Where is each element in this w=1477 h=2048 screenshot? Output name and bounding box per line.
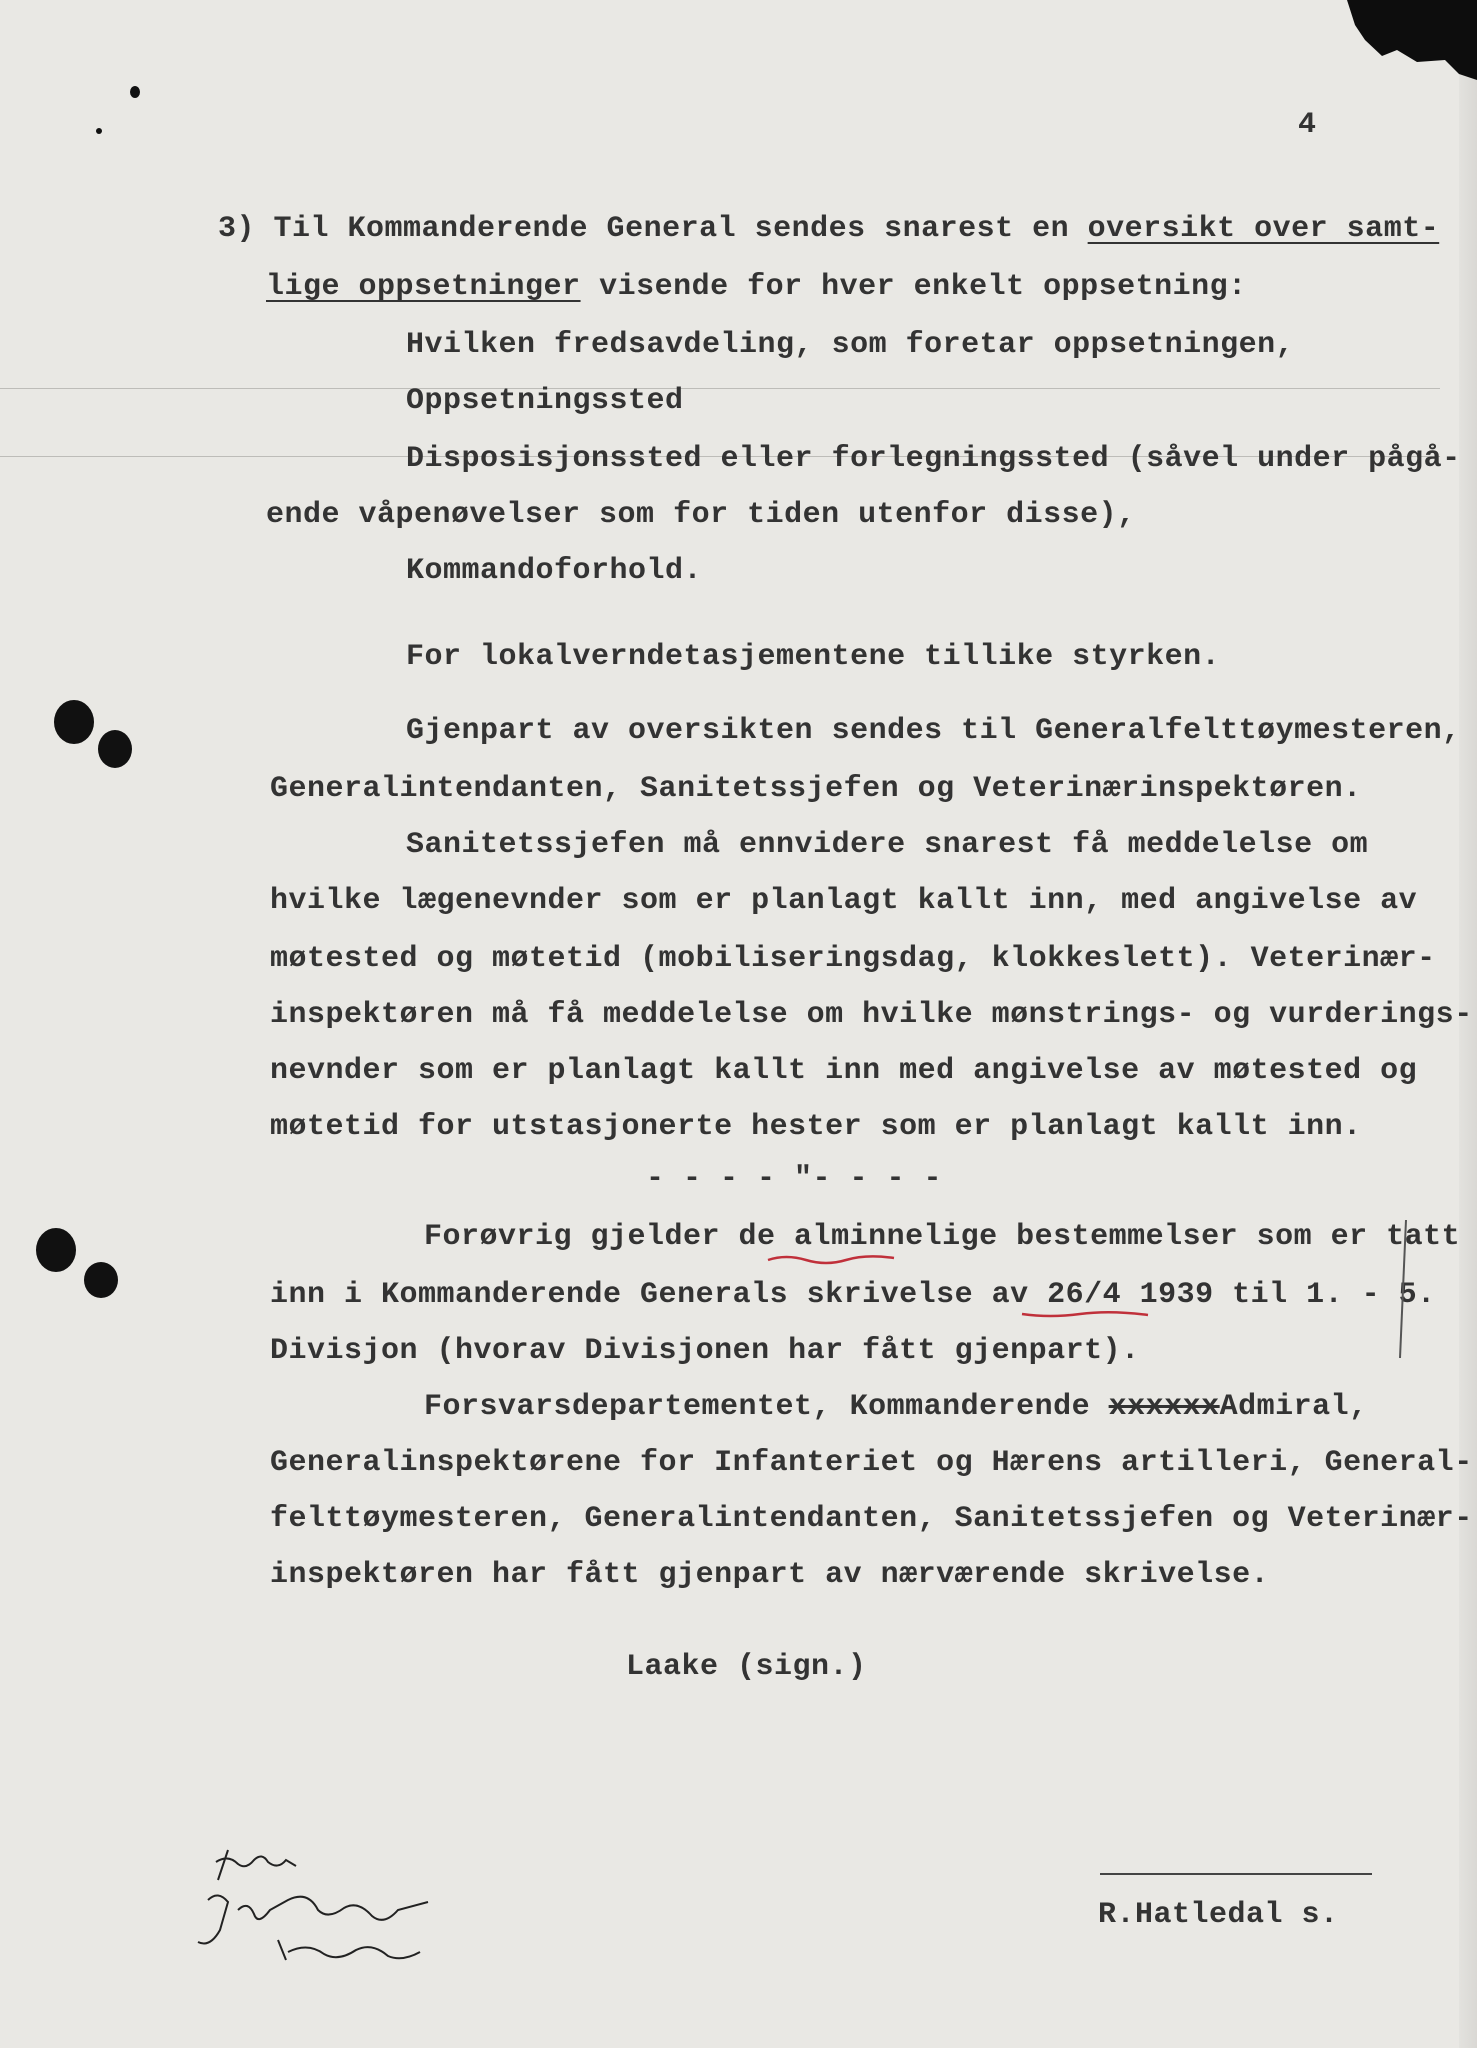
text-line [266,270,1247,304]
text-line: felttøymesteren, Generalintendanten, Sanitetssjefen og Veterinær- [270,1502,1473,1536]
punch-hole [130,86,140,98]
punch-hole [36,1228,76,1272]
underlined-text: lige oppsetninger [266,270,581,304]
text-line: hvilke lægenevnder som er planlagt kallt inn, med angivelse av [270,884,1418,918]
text-line: Forøvrig gjelder de alminnelige bestemmelser som er tatt [424,1220,1461,1254]
text-line: Kommandoforhold. [406,554,703,588]
text-line: ende våpenøvelser som for tiden utenfor disse), [266,498,1136,532]
text-line: møtetid for utstasjonerte hester som er planlagt kallt inn. [270,1110,1362,1144]
signature-name: R.Hatledal s. [1098,1898,1339,1932]
signature-rule [1100,1873,1372,1875]
text-line: Sanitetssjefen må ennvidere snarest få meddelelse om [406,828,1369,862]
torn-corner [1327,0,1477,80]
text-line: Oppsetningssted [406,384,684,418]
text-line: Generalintendanten, Sanitetssjefen og Veterinærinspektøren. [270,772,1362,806]
text-line: inspektøren må få meddelelse om hvilke mønstrings- og vurderings- [270,998,1473,1032]
red-pencil-underline [1020,1308,1150,1322]
text-line: møtested og møtetid (mobiliseringsdag, klokkeslett). Veterinær- [270,942,1436,976]
text-line [218,212,1439,246]
punch-hole [98,730,132,768]
text-segment: 3) Til Kommanderende General sendes snarest en [218,212,1088,246]
text-line: Hvilken fredsavdeling, som foretar oppsetningen, [406,328,1295,362]
text-line: Gjenpart av oversikten sendes til Generalfelttøymesteren, [406,714,1461,748]
text-line: inn i Kommanderende Generals skrivelse av 26/4 1939 til 1. - 5. [270,1278,1436,1312]
text-line: Divisjon (hvorav Divisjonen har fått gjenpart). [270,1334,1140,1368]
text-line: inspektøren har fått gjenpart av nærværende skrivelse. [270,1558,1270,1592]
punch-hole [84,1262,118,1298]
punch-hole [96,128,102,134]
text-line: nevnder som er planlagt kallt inn med angivelse av møtested og [270,1054,1418,1088]
text-segment: Admiral, [1219,1390,1368,1424]
red-pencil-underline [766,1252,896,1266]
handwritten-signature [188,1830,448,1970]
typed-signature: Laake (sign.) [626,1650,867,1684]
text-line: For lokalverndetasjementene tillike styrken. [406,640,1221,674]
text-line: Disposisjonssted eller forlegningssted (såvel under pågå- [406,442,1461,476]
scan-crease-line [0,388,1440,389]
text-line: Generalinspektørene for Infanteriet og Hærens artilleri, General- [270,1446,1473,1480]
margin-pencil-mark [1396,1220,1410,1360]
text-line [424,1390,1368,1424]
section-separator: - - - - "- - - - [646,1162,943,1196]
page-number: 4 [1298,108,1317,142]
struck-out-text: xxxxxx [1108,1390,1220,1424]
text-segment: Forsvarsdepartementet, Kommanderende [424,1390,1109,1424]
punch-hole [54,700,94,744]
text-segment: visende for hver enkelt oppsetning: [580,270,1247,304]
underlined-text: oversikt over samt- [1087,212,1440,246]
